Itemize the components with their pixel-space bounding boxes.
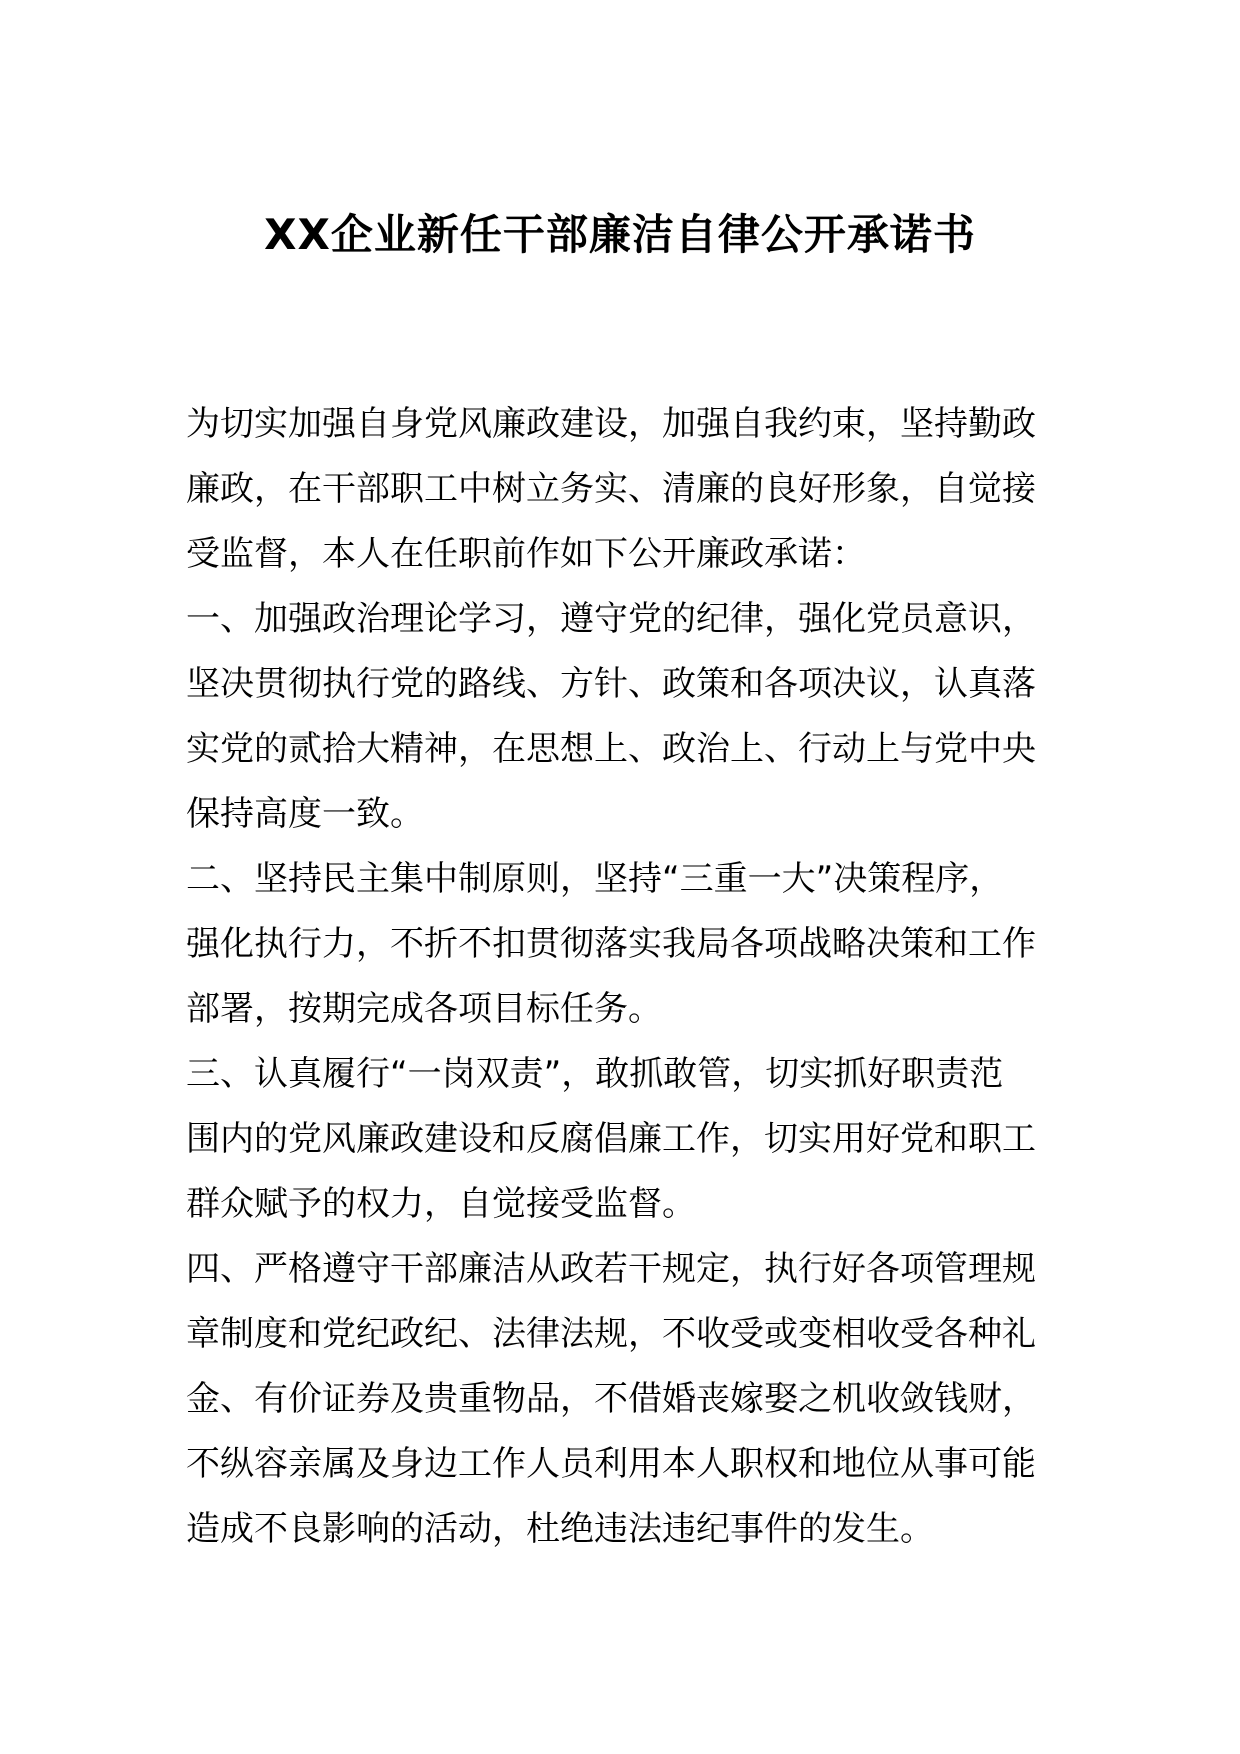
- document-title: XX企业新任干部廉洁自律公开承诺书: [264, 210, 976, 259]
- body-line: 部署，按期完成各项目标任务。: [186, 989, 662, 1029]
- body-line: 坚决贯彻执行党的路线、方针、政策和各项决议，认真落: [186, 664, 1036, 704]
- document-body: [186, 392, 1058, 1562]
- body-line: 受监督，本人在任职前作如下公开廉政承诺：: [186, 534, 866, 574]
- body-line: 造成不良影响的活动，杜绝违法违纪事件的发生。: [186, 1509, 934, 1549]
- body-line: 围内的党风廉政建设和反腐倡廉工作，切实用好党和职工: [186, 1119, 1036, 1159]
- body-line: 二、坚持民主集中制原则，坚持“三重一大”决策程序，: [186, 859, 1004, 899]
- body-line: 为切实加强自身党风廉政建设，加强自我约束，坚持勤政: [186, 404, 1036, 444]
- body-line: 章制度和党纪政纪、法律法规，不收受或变相收受各种礼: [186, 1314, 1036, 1354]
- body-line: 强化执行力，不折不扣贯彻落实我局各项战略决策和工作: [186, 924, 1036, 964]
- body-line: 一、加强政治理论学习，遵守党的纪律，强化党员意识，: [186, 599, 1036, 639]
- body-line: 金、有价证券及贵重物品，不借婚丧嫁娶之机收敛钱财，: [186, 1379, 1036, 1419]
- body-line: 三、认真履行“一岗双责”，敢抓敢管，切实抓好职责范: [186, 1054, 1004, 1094]
- body-line: 实党的贰拾大精神，在思想上、政治上、行动上与党中央: [186, 729, 1036, 769]
- body-line: 保持高度一致。: [186, 794, 424, 834]
- body-line: 廉政，在干部职工中树立务实、清廉的良好形象，自觉接: [186, 469, 1036, 509]
- body-line: 不纵容亲属及身边工作人员利用本人职权和地位从事可能: [186, 1444, 1036, 1484]
- body-line: 群众赋予的权力，自觉接受监督。: [186, 1184, 696, 1224]
- body-line: 四、严格遵守干部廉洁从政若干规定，执行好各项管理规: [186, 1249, 1036, 1289]
